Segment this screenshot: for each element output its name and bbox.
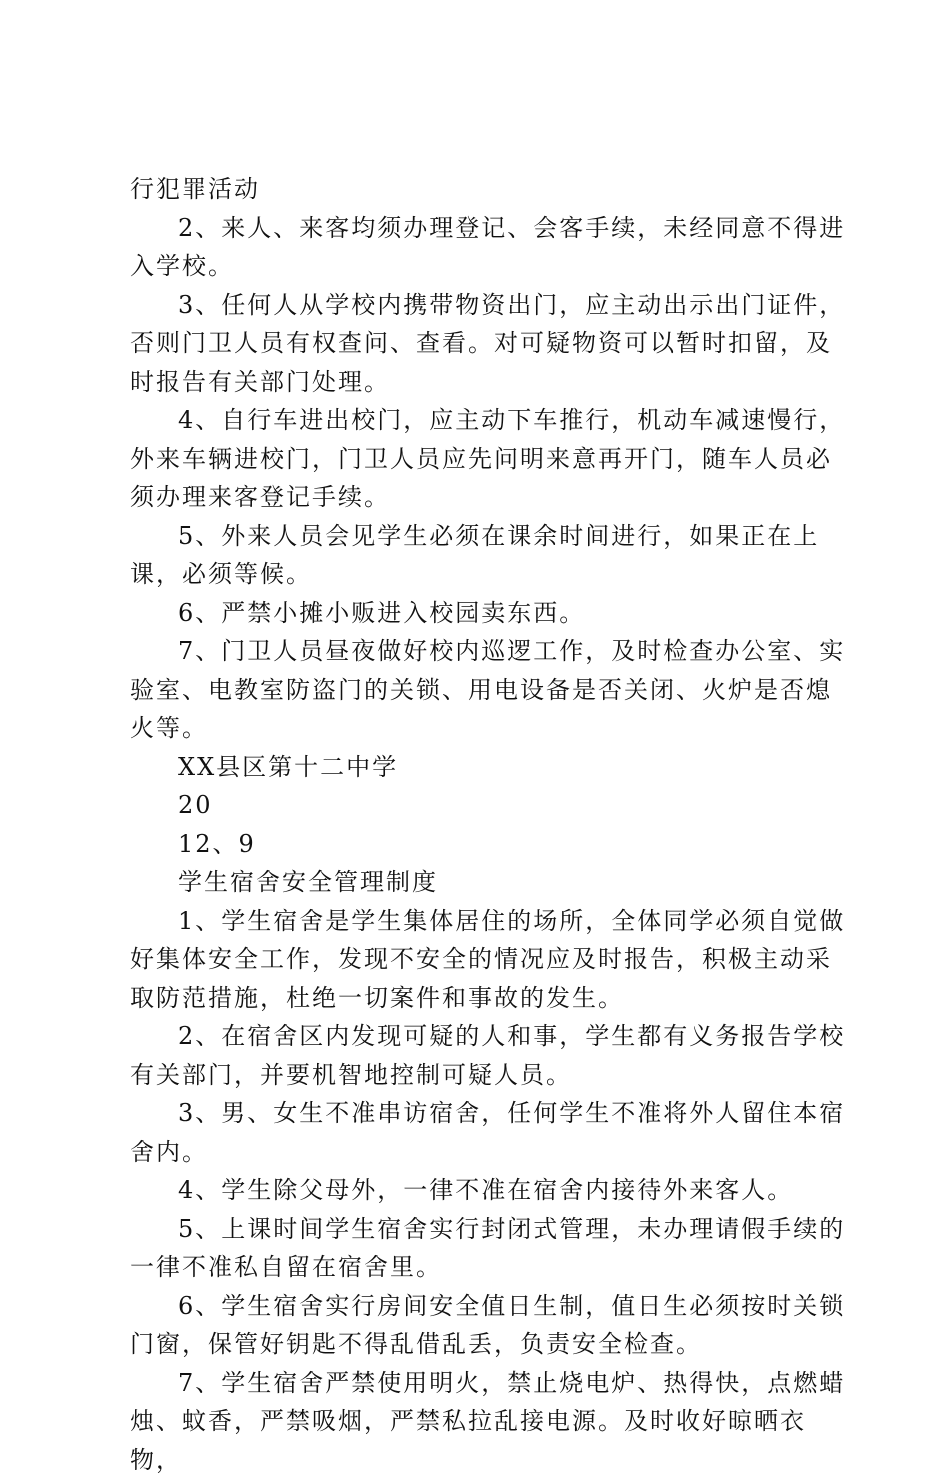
- gate-rule-4: 4、自行车进出校门，应主动下车推行，机动车减速慢行，外来车辆进校门，门卫人员应先问明来意再开门，随车人员必须办理来客登记手续。: [130, 401, 850, 517]
- dorm-rule-1: 1、学生宿舍是学生集体居住的场所，全体同学必须自觉做好集体安全工作，发现不安全的情况应及时报告，积极主动采取防范措施，杜绝一切案件和事故的发生。: [130, 902, 850, 1018]
- document-body: [130, 170, 850, 1479]
- gate-rule-7: 7、门卫人员昼夜做好校内巡逻工作，及时检查办公室、实验室、电教室防盗门的关锁、用电设备是否关闭、火炉是否熄火等。: [130, 632, 850, 748]
- dorm-rule-3: 3、男、女生不准串访宿舍，任何学生不准将外人留住本宿舍内。: [130, 1094, 850, 1171]
- paragraph-continuation: 行犯罪活动: [130, 170, 850, 209]
- section-title: 学生宿舍安全管理制度: [130, 863, 850, 902]
- gate-rule-2: 2、来人、来客均须办理登记、会客手续，未经同意不得进入学校。: [130, 209, 850, 286]
- dorm-rule-7: 7、学生宿舍严禁使用明火，禁止烧电炉、热得快，点燃蜡烛、蚊香，严禁吸烟，严禁私拉乱接电源。及时收好晾晒衣物，: [130, 1364, 850, 1479]
- dorm-rule-5: 5、上课时间学生宿舍实行封闭式管理，未办理请假手续的一律不准私自留在宿舍里。: [130, 1210, 850, 1287]
- gate-rule-6: 6、严禁小摊小贩进入校园卖东西。: [130, 594, 850, 633]
- date-month-day: 12、9: [130, 825, 850, 864]
- dorm-rule-6: 6、学生宿舍实行房间安全值日生制，值日生必须按时关锁门窗，保管好钥匙不得乱借乱丢，负责安全检查。: [130, 1287, 850, 1364]
- gate-rule-3: 3、任何人从学校内携带物资出门，应主动出示出门证件，否则门卫人员有权查问、查看。对可疑物资可以暂时扣留，及时报告有关部门处理。: [130, 286, 850, 402]
- gate-rule-5: 5、外来人员会见学生必须在课余时间进行，如果正在上课，必须等候。: [130, 517, 850, 594]
- date-year: 20: [130, 786, 850, 825]
- school-name: XX县区第十二中学: [130, 748, 850, 787]
- dorm-rule-4: 4、学生除父母外，一律不准在宿舍内接待外来客人。: [130, 1171, 850, 1210]
- dorm-rule-2: 2、在宿舍区内发现可疑的人和事，学生都有义务报告学校有关部门，并要机智地控制可疑人员。: [130, 1017, 850, 1094]
